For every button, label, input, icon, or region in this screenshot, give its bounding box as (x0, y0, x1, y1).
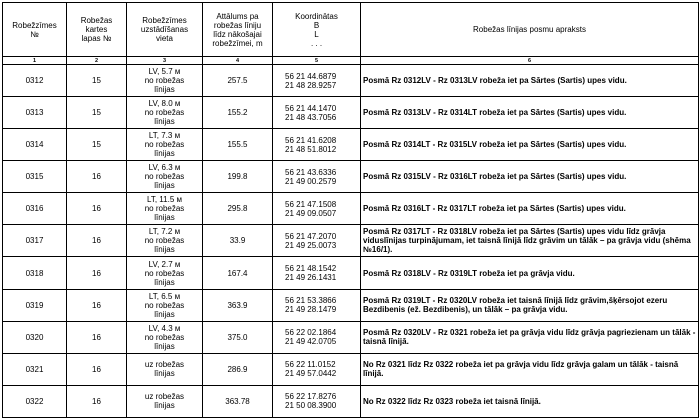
distance-cell: 363.9 (203, 289, 273, 321)
description-cell: Posmā Rz 0312LV - Rz 0313LV robeža iet pa Sārtes (Sartis) upes vidu. (361, 65, 699, 97)
coordinates-cell: 56 21 53.3866 21 49 28.1479 (273, 289, 361, 321)
map-sheet-cell: 15 (67, 129, 127, 161)
map-sheet-cell: 15 (67, 97, 127, 129)
marker-number-cell: 0317 (3, 225, 67, 257)
distance-cell: 363.78 (203, 385, 273, 417)
installation-place-cell: uz robežas līnijas (127, 385, 203, 417)
distance-cell: 167.4 (203, 257, 273, 289)
marker-number-cell: 0315 (3, 161, 67, 193)
distance-cell: 257.5 (203, 65, 273, 97)
coordinates-cell: 56 21 47.2070 21 49 25.0073 (273, 225, 361, 257)
coordinates-cell: 56 22 17.8276 21 50 08.3900 (273, 385, 361, 417)
coordinates-cell: 56 22 02.1864 21 49 42.0705 (273, 321, 361, 353)
map-sheet-cell: 16 (67, 385, 127, 417)
header-coordinates-label: Koordinātas B L (295, 11, 338, 39)
distance-cell: 375.0 (203, 321, 273, 353)
header-coordinates-dots: . . . (310, 38, 323, 48)
description-cell: Posmā Rz 0317LT - Rz 0318LV robeža iet pa Sārtes (Sartis) upes vidu līdz grāvja viduslīnijas turpinājumam, iet taisnā līnijā līdz grāvim un tālāk – pa grāvja vidu (shēma №16/1). (361, 225, 699, 257)
installation-place-cell: uz robežas līnijas (127, 353, 203, 385)
header-map-sheet: Robežas kartes lapas № (67, 3, 127, 57)
description-cell: Posmā Rz 0319LT - Rz 0320LV robeža iet taisnā līnijā līdz grāvim,šķērsojot ezeru Bezdibenis (ež. Bezdibenis), un tālāk – pa grāvja vidu. (361, 289, 699, 321)
map-sheet-cell: 16 (67, 257, 127, 289)
column-number-row (3, 57, 699, 65)
description-cell: Posmā Rz 0316LT - Rz 0317LT robeža iet pa Sārtes (Sartis) upes vidu. (361, 193, 699, 225)
table-row (3, 321, 699, 353)
map-sheet-cell: 16 (67, 353, 127, 385)
marker-number-cell: 0320 (3, 321, 67, 353)
column-number: 3 (127, 57, 203, 65)
coordinates-cell: 56 21 48.1542 21 49 26.1431 (273, 257, 361, 289)
table-row (3, 193, 699, 225)
distance-cell: 295.8 (203, 193, 273, 225)
description-cell: Posmā Rz 0320LV - Rz 0321 robeža iet pa grāvja vidu līdz grāvja pagriezienam un tālāk - taisnā līnijā. (361, 321, 699, 353)
installation-place-cell: LV, 2.7 м no robežas līnijas (127, 257, 203, 289)
installation-place-cell: LT, 7.3 м no robežas līnijas (127, 129, 203, 161)
coordinates-cell: 56 21 47.1508 21 49 09.0507 (273, 193, 361, 225)
column-number: 6 (361, 57, 699, 65)
table-row (3, 353, 699, 385)
header-installation-place: Robežzīmes uzstādīšanas vieta (127, 3, 203, 57)
header-description: Robežas līnijas posmu apraksts (361, 3, 699, 57)
table-row (3, 289, 699, 321)
column-number: 5 (273, 57, 361, 65)
table-row (3, 129, 699, 161)
map-sheet-cell: 16 (67, 193, 127, 225)
map-sheet-cell: 15 (67, 65, 127, 97)
map-sheet-cell: 16 (67, 289, 127, 321)
table-row (3, 161, 699, 193)
description-cell: Posmā Rz 0315LV - Rz 0316LT robeža iet pa Sārtes (Sartis) upes vidu. (361, 161, 699, 193)
map-sheet-cell: 16 (67, 161, 127, 193)
table-row (3, 385, 699, 417)
marker-number-cell: 0318 (3, 257, 67, 289)
distance-cell: 199.8 (203, 161, 273, 193)
column-number: 2 (67, 57, 127, 65)
installation-place-cell: LT, 6.5 м no robežas līnijas (127, 289, 203, 321)
coordinates-cell: 56 21 41.6208 21 48 51.8012 (273, 129, 361, 161)
coordinates-cell: 56 21 44.1470 21 48 43.7056 (273, 97, 361, 129)
marker-number-cell: 0314 (3, 129, 67, 161)
description-cell: Posmā Rz 0318LV - Rz 0319LT robeža iet pa grāvja vidu. (361, 257, 699, 289)
marker-number-cell: 0313 (3, 97, 67, 129)
map-sheet-cell: 16 (67, 321, 127, 353)
table-body (3, 65, 699, 418)
table-row (3, 257, 699, 289)
border-markers-table (2, 2, 699, 418)
header-marker-number: Robežzīmes № (3, 3, 67, 57)
map-sheet-cell: 16 (67, 225, 127, 257)
header-distance: Attālums pa robežas līniju līdz nākošajai robežzīmei, m (203, 3, 273, 57)
coordinates-cell: 56 21 43.6336 21 49 00.2579 (273, 161, 361, 193)
coordinates-cell: 56 21 44.6879 21 48 28.9257 (273, 65, 361, 97)
header-coordinates (273, 3, 361, 57)
table-row (3, 65, 699, 97)
marker-number-cell: 0321 (3, 353, 67, 385)
installation-place-cell: LV, 4.3 м no robežas līnijas (127, 321, 203, 353)
distance-cell: 155.2 (203, 97, 273, 129)
distance-cell: 155.5 (203, 129, 273, 161)
marker-number-cell: 0322 (3, 385, 67, 417)
distance-cell: 33.9 (203, 225, 273, 257)
marker-number-cell: 0312 (3, 65, 67, 97)
distance-cell: 286.9 (203, 353, 273, 385)
description-cell: No Rz 0322 līdz Rz 0323 robeža iet taisnā līnijā. (361, 385, 699, 417)
column-number: 4 (203, 57, 273, 65)
installation-place-cell: LT, 7.2 м no robežas līnijas (127, 225, 203, 257)
column-number: 1 (3, 57, 67, 65)
table-row (3, 97, 699, 129)
installation-place-cell: LT, 11.5 м no robežas līnijas (127, 193, 203, 225)
table-row (3, 225, 699, 257)
coordinates-cell: 56 22 11.0152 21 49 57.0442 (273, 353, 361, 385)
description-cell: Posmā Rz 0313LV - Rz 0314LT robeža iet pa Sārtes (Sartis) upes vidu. (361, 97, 699, 129)
installation-place-cell: LV, 5.7 м no robežas līnijas (127, 65, 203, 97)
marker-number-cell: 0319 (3, 289, 67, 321)
description-cell: Posmā Rz 0314LT - Rz 0315LV robeža iet pa Sārtes (Sartis) upes vidu. (361, 129, 699, 161)
marker-number-cell: 0316 (3, 193, 67, 225)
header-row (3, 3, 699, 57)
description-cell: No Rz 0321 līdz Rz 0322 robeža iet pa grāvja vidu līdz grāvja galam un tālāk - taisnā līnijā. (361, 353, 699, 385)
installation-place-cell: LV, 8.0 м no robežas līnijas (127, 97, 203, 129)
installation-place-cell: LV, 6.3 м no robežas līnijas (127, 161, 203, 193)
